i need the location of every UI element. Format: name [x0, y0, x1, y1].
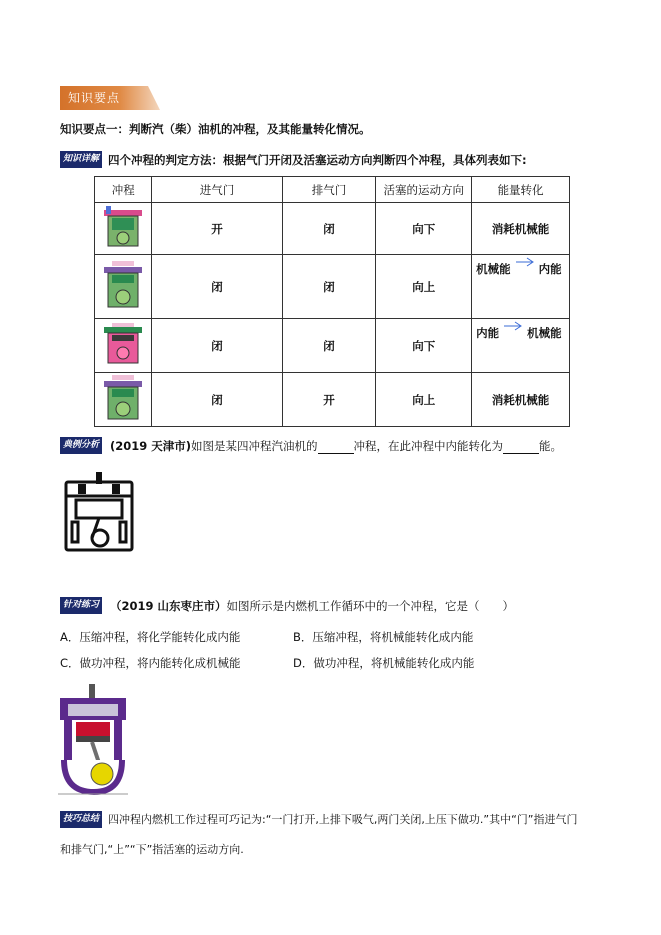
example-tag: 典例分析 — [60, 437, 102, 454]
power-stroke-image — [98, 321, 148, 367]
table-header: 能量转化 — [472, 177, 570, 203]
detail-text: 四个冲程的判定方法：根据气门开闭及活塞运动方向判断四个冲程，具体列表如下: — [108, 153, 527, 167]
energy-to: 内能 — [538, 262, 562, 276]
detail-tag: 知识详解 — [60, 151, 102, 168]
energy-from: 机械能 — [476, 262, 511, 276]
table-row — [95, 203, 570, 255]
energy-cell — [472, 255, 570, 319]
energy-cell: 消耗机械能 — [472, 373, 570, 427]
tip-line-2: 和排气门,“上”“下”指活塞的运动方向. — [60, 843, 244, 856]
intake-stroke-image — [98, 204, 148, 250]
section-banner — [60, 86, 160, 110]
example-text-a: 如图是某四冲程汽油机的 — [191, 439, 318, 453]
intake-cell: 闭 — [152, 255, 282, 319]
energy-from: 内能 — [476, 326, 500, 340]
energy-cell — [472, 319, 570, 373]
piston-cell: 向下 — [376, 319, 472, 373]
example-source: (2019 天津市) — [110, 439, 192, 453]
tip-tag: 技巧总结 — [60, 811, 102, 828]
stroke-image-cell — [95, 373, 152, 427]
table-row — [95, 255, 570, 319]
example-question — [110, 438, 562, 454]
banner-label: 知识要点 — [68, 91, 121, 105]
exhaust-cell: 开 — [282, 373, 376, 427]
engine-figure-2 — [58, 684, 130, 796]
piston-cell: 向下 — [376, 203, 472, 255]
table-row — [95, 319, 570, 373]
table-header: 活塞的运动方向 — [376, 177, 472, 203]
compression-stroke-image — [98, 259, 148, 311]
practice-tag: 针对练习 — [60, 597, 102, 614]
piston-cell: 向上 — [376, 373, 472, 427]
option-d[interactable]: D．做功冲程，将机械能转化成内能 — [293, 656, 475, 670]
practice-text: 如图所示是内燃机工作循环中的一个冲程，它是（ ） — [226, 599, 515, 613]
energy-cell: 消耗机械能 — [472, 203, 570, 255]
arrow-right-icon — [515, 261, 535, 271]
exhaust-stroke-image — [98, 373, 148, 423]
example-text-b: 冲程，在此冲程中内能转化为 — [353, 439, 504, 453]
answer-blank[interactable] — [503, 441, 539, 454]
table-header: 进气门 — [152, 177, 282, 203]
section-heading: 知识要点一：判断汽（柴）油机的冲程，及其能量转化情况。 — [60, 122, 371, 136]
stroke-image-cell — [95, 203, 152, 255]
table-header-row — [95, 177, 570, 203]
intake-cell: 闭 — [152, 319, 282, 373]
table-row — [95, 373, 570, 427]
exhaust-cell: 闭 — [282, 255, 376, 319]
option-c[interactable]: C．做功冲程，将内能转化成机械能 — [60, 656, 241, 670]
practice-question — [110, 598, 514, 614]
intake-cell: 闭 — [152, 373, 282, 427]
option-a[interactable]: A．压缩冲程，将化学能转化成内能 — [60, 630, 241, 644]
arrow-right-icon — [503, 325, 523, 335]
engine-figure-1 — [60, 472, 140, 554]
option-b[interactable]: B．压缩冲程，将机械能转化成内能 — [293, 630, 474, 644]
example-text-c: 能。 — [539, 439, 563, 453]
tip-line-1: 四冲程内燃机工作过程可巧记为:“一门打开,上排下吸气,两门关闭,上压下做功.”其中“门”指进气门 — [108, 813, 578, 826]
stroke-image-cell — [95, 319, 152, 373]
intake-cell: 开 — [152, 203, 282, 255]
exhaust-cell: 闭 — [282, 319, 376, 373]
exhaust-cell: 闭 — [282, 203, 376, 255]
practice-source: （2019 山东枣庄市） — [110, 599, 227, 613]
piston-cell: 向上 — [376, 255, 472, 319]
stroke-image-cell — [95, 255, 152, 319]
answer-blank[interactable] — [318, 441, 354, 454]
stroke-table — [94, 176, 570, 427]
energy-to: 机械能 — [527, 326, 562, 340]
table-header: 排气门 — [282, 177, 376, 203]
table-header: 冲程 — [95, 177, 152, 203]
